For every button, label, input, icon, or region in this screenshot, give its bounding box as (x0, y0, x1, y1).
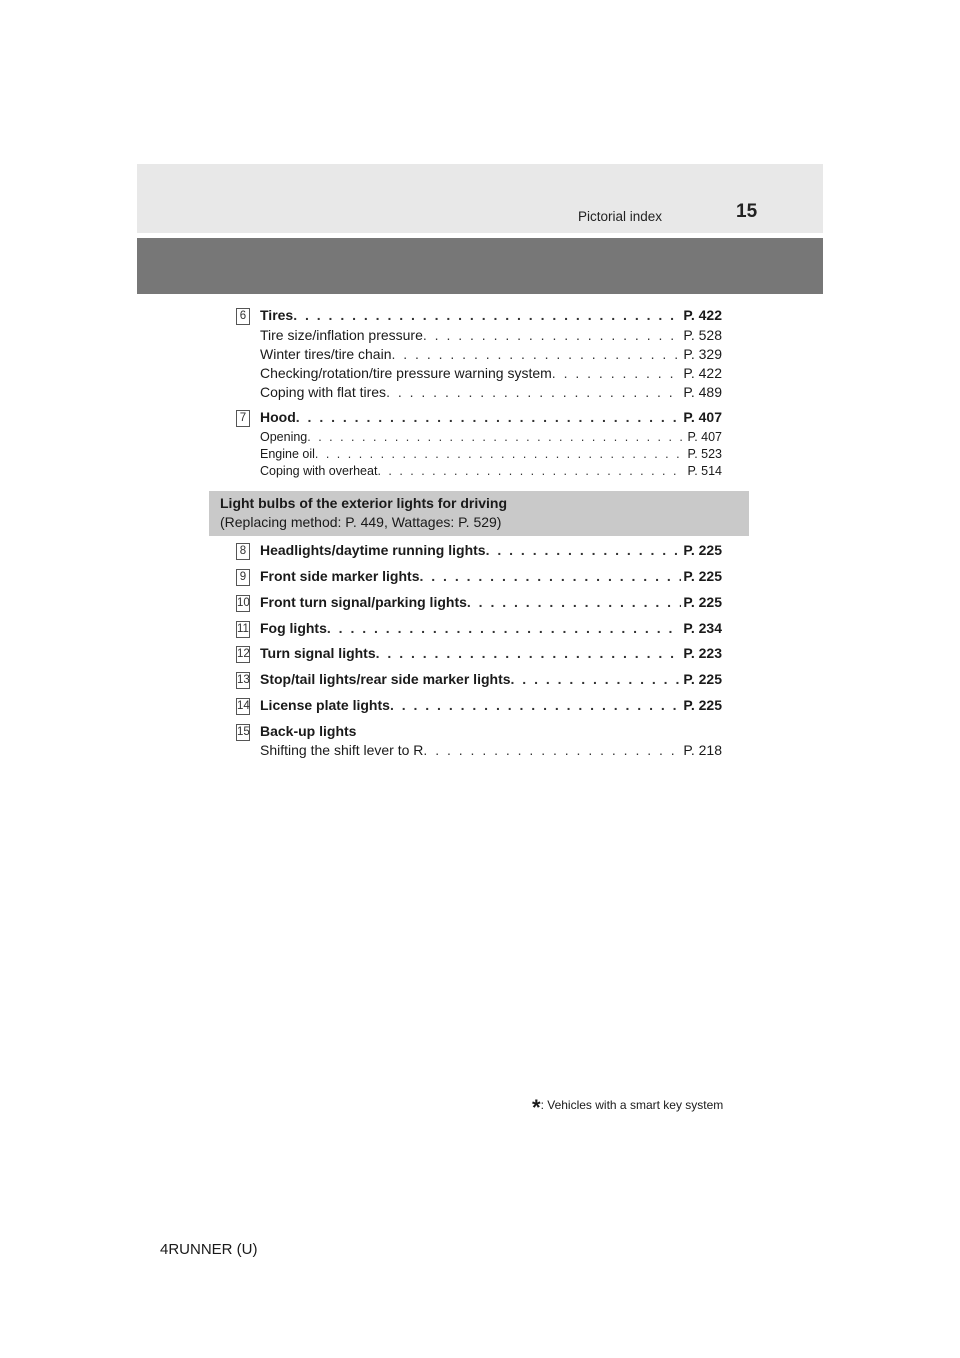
index-row-light[interactable] (260, 594, 722, 610)
leader-dots (307, 430, 685, 444)
row-label: Fog lights (260, 620, 327, 636)
row-page: P. 223 (683, 645, 722, 661)
item-number-14: 14 (236, 698, 250, 715)
index-row-sub[interactable] (260, 384, 722, 400)
row-label: Checking/rotation/tire pressure warning system (260, 365, 552, 381)
row-label: Coping with overheat (260, 464, 378, 478)
leader-dots (511, 671, 682, 687)
index-row-hood[interactable] (260, 409, 722, 425)
item-number-6: 6 (236, 308, 250, 325)
row-page: P. 422 (683, 307, 722, 323)
index-row-sub[interactable] (260, 346, 722, 362)
row-page: P. 523 (687, 447, 722, 461)
footnote-text: : Vehicles with a smart key system (540, 1098, 724, 1112)
row-label: Shifting the shift lever to R (260, 742, 424, 758)
index-row-sub[interactable] (260, 327, 722, 343)
index-row-light[interactable] (260, 620, 722, 636)
leader-dots (315, 447, 686, 461)
page-number: 15 (736, 201, 758, 222)
section-title: Light bulbs of the exterior lights for driving (220, 495, 507, 511)
leader-dots (386, 384, 681, 400)
row-label: Coping with flat tires (260, 384, 387, 400)
leader-dots (377, 464, 685, 478)
index-row-sub[interactable] (260, 464, 722, 478)
row-page: P. 218 (683, 742, 722, 758)
index-row-light[interactable] (260, 697, 722, 713)
row-page: P. 528 (683, 327, 722, 343)
index-row-light[interactable] (260, 542, 722, 558)
row-label: Turn signal lights (260, 645, 376, 661)
row-page: P. 489 (683, 384, 722, 400)
leader-dots (327, 620, 681, 636)
row-label: Tire size/inflation pressure (260, 327, 423, 343)
row-label: Winter tires/tire chain (260, 346, 392, 362)
item-number-7: 7 (236, 410, 250, 427)
row-label: Front side marker lights (260, 568, 420, 584)
index-row-sub[interactable] (260, 430, 722, 444)
row-label: Opening (260, 430, 308, 444)
item-number-11: 11 (236, 621, 250, 638)
item-number-8: 8 (236, 543, 250, 560)
index-row-light[interactable] (260, 671, 722, 687)
row-label: Stop/tail lights/rear side marker lights (260, 671, 511, 687)
backup-lights-label: Back-up lights (260, 723, 357, 739)
model-label: 4RUNNER (U) (160, 1241, 258, 1258)
leader-dots (467, 594, 681, 610)
item-number-12: 12 (236, 646, 250, 663)
row-page: P. 225 (683, 697, 722, 713)
row-page: P. 422 (683, 365, 722, 381)
index-row-sub[interactable] (260, 365, 722, 381)
index-row-light[interactable] (260, 568, 722, 584)
index-row-sub[interactable] (260, 742, 722, 758)
row-page: P. 407 (687, 430, 722, 444)
leader-dots (390, 697, 681, 713)
row-page: P. 407 (683, 409, 722, 425)
item-number-10: 10 (236, 595, 250, 612)
row-label: Engine oil (260, 447, 315, 461)
row-page: P. 234 (683, 620, 722, 636)
row-label: License plate lights (260, 697, 390, 713)
item-number-9: 9 (236, 569, 250, 586)
header-title: Pictorial index (578, 209, 663, 224)
leader-dots (391, 346, 681, 362)
leader-dots (419, 568, 681, 584)
item-number-13: 13 (236, 672, 250, 689)
index-row-sub[interactable] (260, 447, 722, 461)
leader-dots (293, 307, 681, 323)
leader-dots (376, 645, 682, 661)
row-page: P. 225 (683, 594, 722, 610)
row-label: Hood (260, 409, 296, 425)
row-page: P. 225 (683, 568, 722, 584)
row-label: Headlights/daytime running lights (260, 542, 486, 558)
footnote-asterisk: * (532, 1095, 541, 1120)
section-subtitle: (Replacing method: P. 449, Wattages: P. 529) (220, 514, 502, 530)
leader-dots (423, 327, 681, 343)
footnote (532, 1095, 723, 1121)
item-number-15: 15 (236, 724, 250, 741)
row-page: P. 225 (683, 671, 722, 687)
header-dark-band (137, 238, 823, 294)
row-label: Tires (260, 307, 294, 323)
row-page: P. 329 (683, 346, 722, 362)
index-row-light[interactable] (260, 645, 722, 661)
leader-dots (296, 409, 682, 425)
row-page: P. 225 (683, 542, 722, 558)
leader-dots (423, 742, 681, 758)
leader-dots (552, 365, 682, 381)
row-label: Front turn signal/parking lights (260, 594, 467, 610)
row-page: P. 514 (687, 464, 722, 478)
index-row-tires[interactable] (260, 307, 722, 323)
leader-dots (486, 542, 682, 558)
header-band (137, 164, 823, 233)
